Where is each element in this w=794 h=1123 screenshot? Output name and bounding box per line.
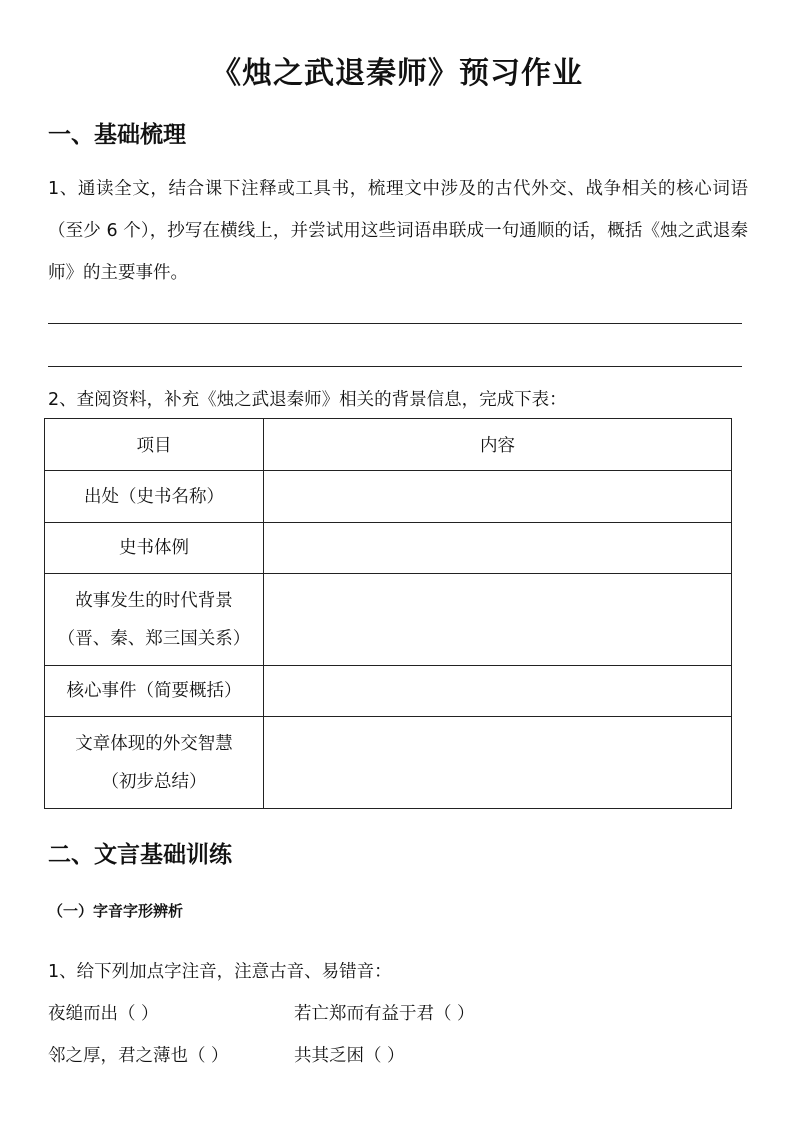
answer-line-2[interactable] [48,366,742,367]
header-item: 项目 [45,419,264,471]
row-item-background: 故事发生的时代背景 （晋、秦、郑三国关系） [45,574,264,666]
subsection-heading-pronunciation: （一）字音字形辨析 [48,902,184,920]
table-header-row [45,419,732,471]
pronunciation-question: 1、给下列加点字注音，注意古音、易错音： [48,962,392,982]
table-row [45,523,732,574]
row-content-cell[interactable] [264,471,732,523]
row-content-cell[interactable] [264,717,732,809]
question-1-text: 1、通读全文，结合课下注释或工具书，梳理文中涉及的古代外交、战争相关的核心词语（至少 6 个），抄写在横线上，并尝试用这些词语串联成一句通顺的话，概括《烛之武退秦师》的主要事件。 [48,179,748,283]
background-info-table [44,418,732,809]
row-content-cell[interactable] [264,666,732,717]
row-item-core-event: 核心事件（简要概括） [45,666,264,717]
answer-line-1[interactable] [48,323,742,324]
table-row [45,471,732,523]
pronunciation-item-2: 若亡郑而有益于君（ ） [294,1004,475,1024]
row-item-style: 史书体例 [45,523,264,574]
row-content-cell[interactable] [264,574,732,666]
pronunciation-item-1: 夜缒而出（ ） [48,1004,159,1024]
table-row [45,666,732,717]
pronunciation-item-3: 邻之厚，君之薄也（ ） [48,1046,229,1066]
table-row [45,574,732,666]
question-2-text: 2、查阅资料，补充《烛之武退秦师》相关的背景信息，完成下表： [48,390,567,410]
row-item-source: 出处（史书名称） [45,471,264,523]
header-content: 内容 [264,419,732,471]
section-heading-classical: 二、文言基础训练 [48,842,232,868]
table-row [45,717,732,809]
section-heading-basics: 一、基础梳理 [48,122,186,148]
row-content-cell[interactable] [264,523,732,574]
row-item-diplomacy: 文章体现的外交智慧 （初步总结） [45,717,264,809]
pronunciation-item-4: 共其乏困（ ） [294,1046,405,1066]
page-title: 《烛之武退秦师》预习作业 [211,56,583,91]
